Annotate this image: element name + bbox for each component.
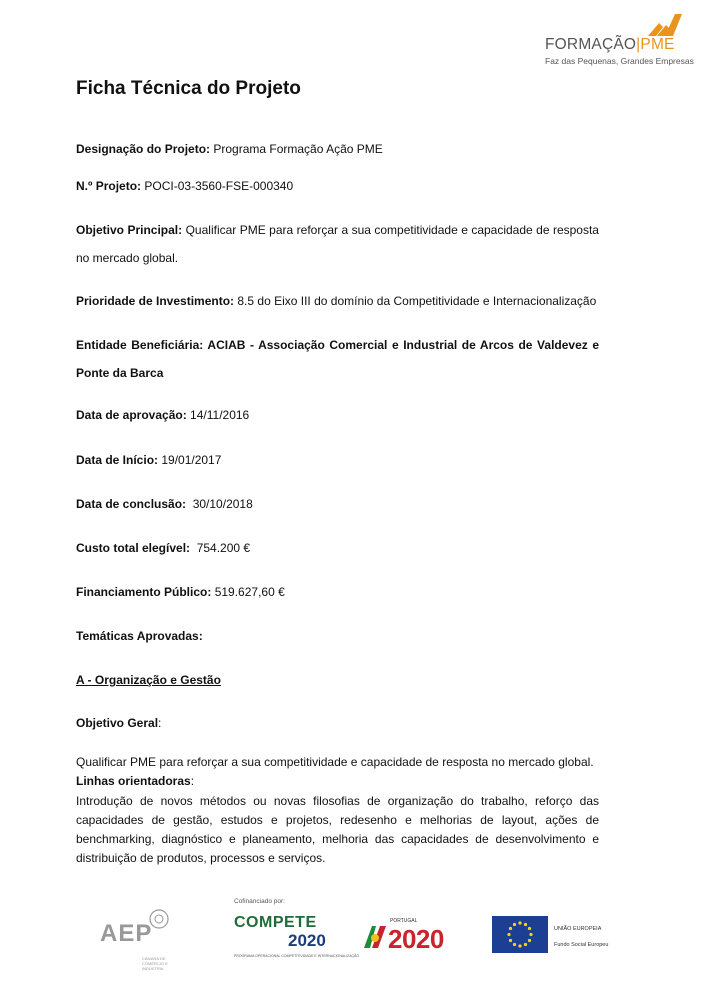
linhas-label: Linhas orientadoras: [76, 774, 191, 789]
aep-logo-text: AEP: [100, 920, 153, 947]
logo-wordmark: FORMAÇÃO|PME: [545, 36, 675, 53]
field-numero: [76, 173, 599, 201]
financiamento-value: 519.627,60 €: [211, 585, 285, 599]
logo-word-right: PME: [640, 36, 675, 53]
field-designacao: [76, 136, 599, 164]
eu-flag-icon: [492, 916, 548, 953]
chevron-logo-icon: [648, 14, 682, 36]
portugal-label: PORTUGAL: [390, 918, 418, 924]
objetivo-geral-body: Qualificar PME para reforçar a sua competitividade e capacidade de resposta no mercado global.: [76, 755, 594, 769]
aprovacao-value: 14/11/2016: [186, 408, 250, 422]
financiamento-label: Financiamento Público:: [76, 585, 212, 599]
numero-label: N.º Projeto:: [76, 179, 142, 193]
portugal-year: 2020: [388, 924, 444, 954]
tematicas-label: Temáticas Aprovadas:: [76, 629, 203, 643]
compete-year: 2020: [288, 931, 326, 950]
objetivo-geral: [76, 710, 599, 738]
linhas-body: Introdução de novos métodos ou novas filosofias de organização do trabalho, reforço das capacidades de gestão, estudos e projetos, redesenho e melhorias de layout, ações de benchmarking, diagnóstico e planeamento, melhoria das capacidades de desenvolvimento e distribuição de produtos, processos e serviços.: [76, 793, 599, 866]
compete-2020-logo: [234, 914, 360, 964]
section-heading-text: A - Organização e Gestão: [76, 673, 221, 687]
aprovacao-label: Data de aprovação:: [76, 408, 187, 422]
custo-label: Custo total elegível:: [76, 541, 191, 555]
objetivo-label: Objetivo Principal:: [76, 223, 183, 237]
portugal-2020-logo: [360, 914, 470, 964]
uniao-europeia-logo: [492, 916, 622, 956]
cofinanciado-label: Cofinanciado por:: [234, 898, 285, 905]
page-title: Ficha Técnica do Projeto: [76, 78, 301, 99]
numero-value: POCI-03-3560-FSE-000340: [141, 179, 294, 193]
inicio-label: Data de Início:: [76, 453, 159, 467]
field-financiamento: [76, 579, 599, 607]
entidade-label: Entidade Beneficiária:: [76, 338, 204, 352]
formacao-pme-logo: [545, 14, 694, 70]
prioridade-label: Prioridade de Investimento:: [76, 294, 235, 308]
field-custo: [76, 535, 599, 563]
entidade-value: ACIAB - Associação Comercial e Industrial de Arcos de Valdevez e Ponte da Barca: [76, 338, 599, 380]
conclusao-value: 30/10/2018: [186, 497, 253, 511]
compete-sub: PROGRAMA OPERACIONAL COMPETITIVIDADE E INTERNACIONALIZAÇÃO: [234, 954, 360, 958]
objetivo-geral-text: [76, 753, 599, 869]
inicio-value: 19/01/2017: [158, 453, 222, 467]
aep-logo: [100, 908, 190, 971]
field-prioridade: [76, 288, 599, 316]
compete-word: COMPETE: [234, 914, 317, 931]
objetivo-geral-colon: :: [158, 716, 162, 730]
logo-word-left: FORMAÇÃO: [545, 36, 637, 53]
designacao-value: Programa Formação Ação PME: [210, 142, 383, 156]
custo-value: 754.200 €: [190, 541, 251, 555]
section-heading: [76, 667, 599, 695]
eu-label: UNIÃO EUROPEIA: [554, 926, 602, 932]
field-entidade: [76, 332, 599, 387]
conclusao-label: Data de conclusão:: [76, 497, 187, 511]
field-tematicas: [76, 623, 599, 651]
field-conclusao: [76, 491, 599, 519]
prioridade-value: 8.5 do Eixo III do domínio da Competitividade e Internacionalização: [234, 294, 597, 308]
portugal-flag-icon: [362, 922, 388, 950]
logo-tagline: Faz das Pequenas, Grandes Empresas: [545, 56, 694, 66]
objetivo-geral-label: Objetivo Geral: [76, 716, 159, 730]
field-aprovacao: [76, 402, 599, 430]
aep-logo-sub: CÂMARA DE COMÉRCIO E INDÚSTRIA: [142, 956, 168, 971]
field-inicio: [76, 447, 599, 475]
footer-logos: [0, 890, 707, 1000]
field-objetivo: [76, 217, 599, 272]
designacao-label: Designação do Projeto:: [76, 142, 211, 156]
objetivo-value: Qualificar PME para reforçar a sua competitividade e capacidade de resposta no mercado global.: [76, 223, 599, 265]
eu-fund-label: Fundo Social Europeu: [554, 942, 609, 948]
linhas-colon: :: [190, 774, 195, 789]
